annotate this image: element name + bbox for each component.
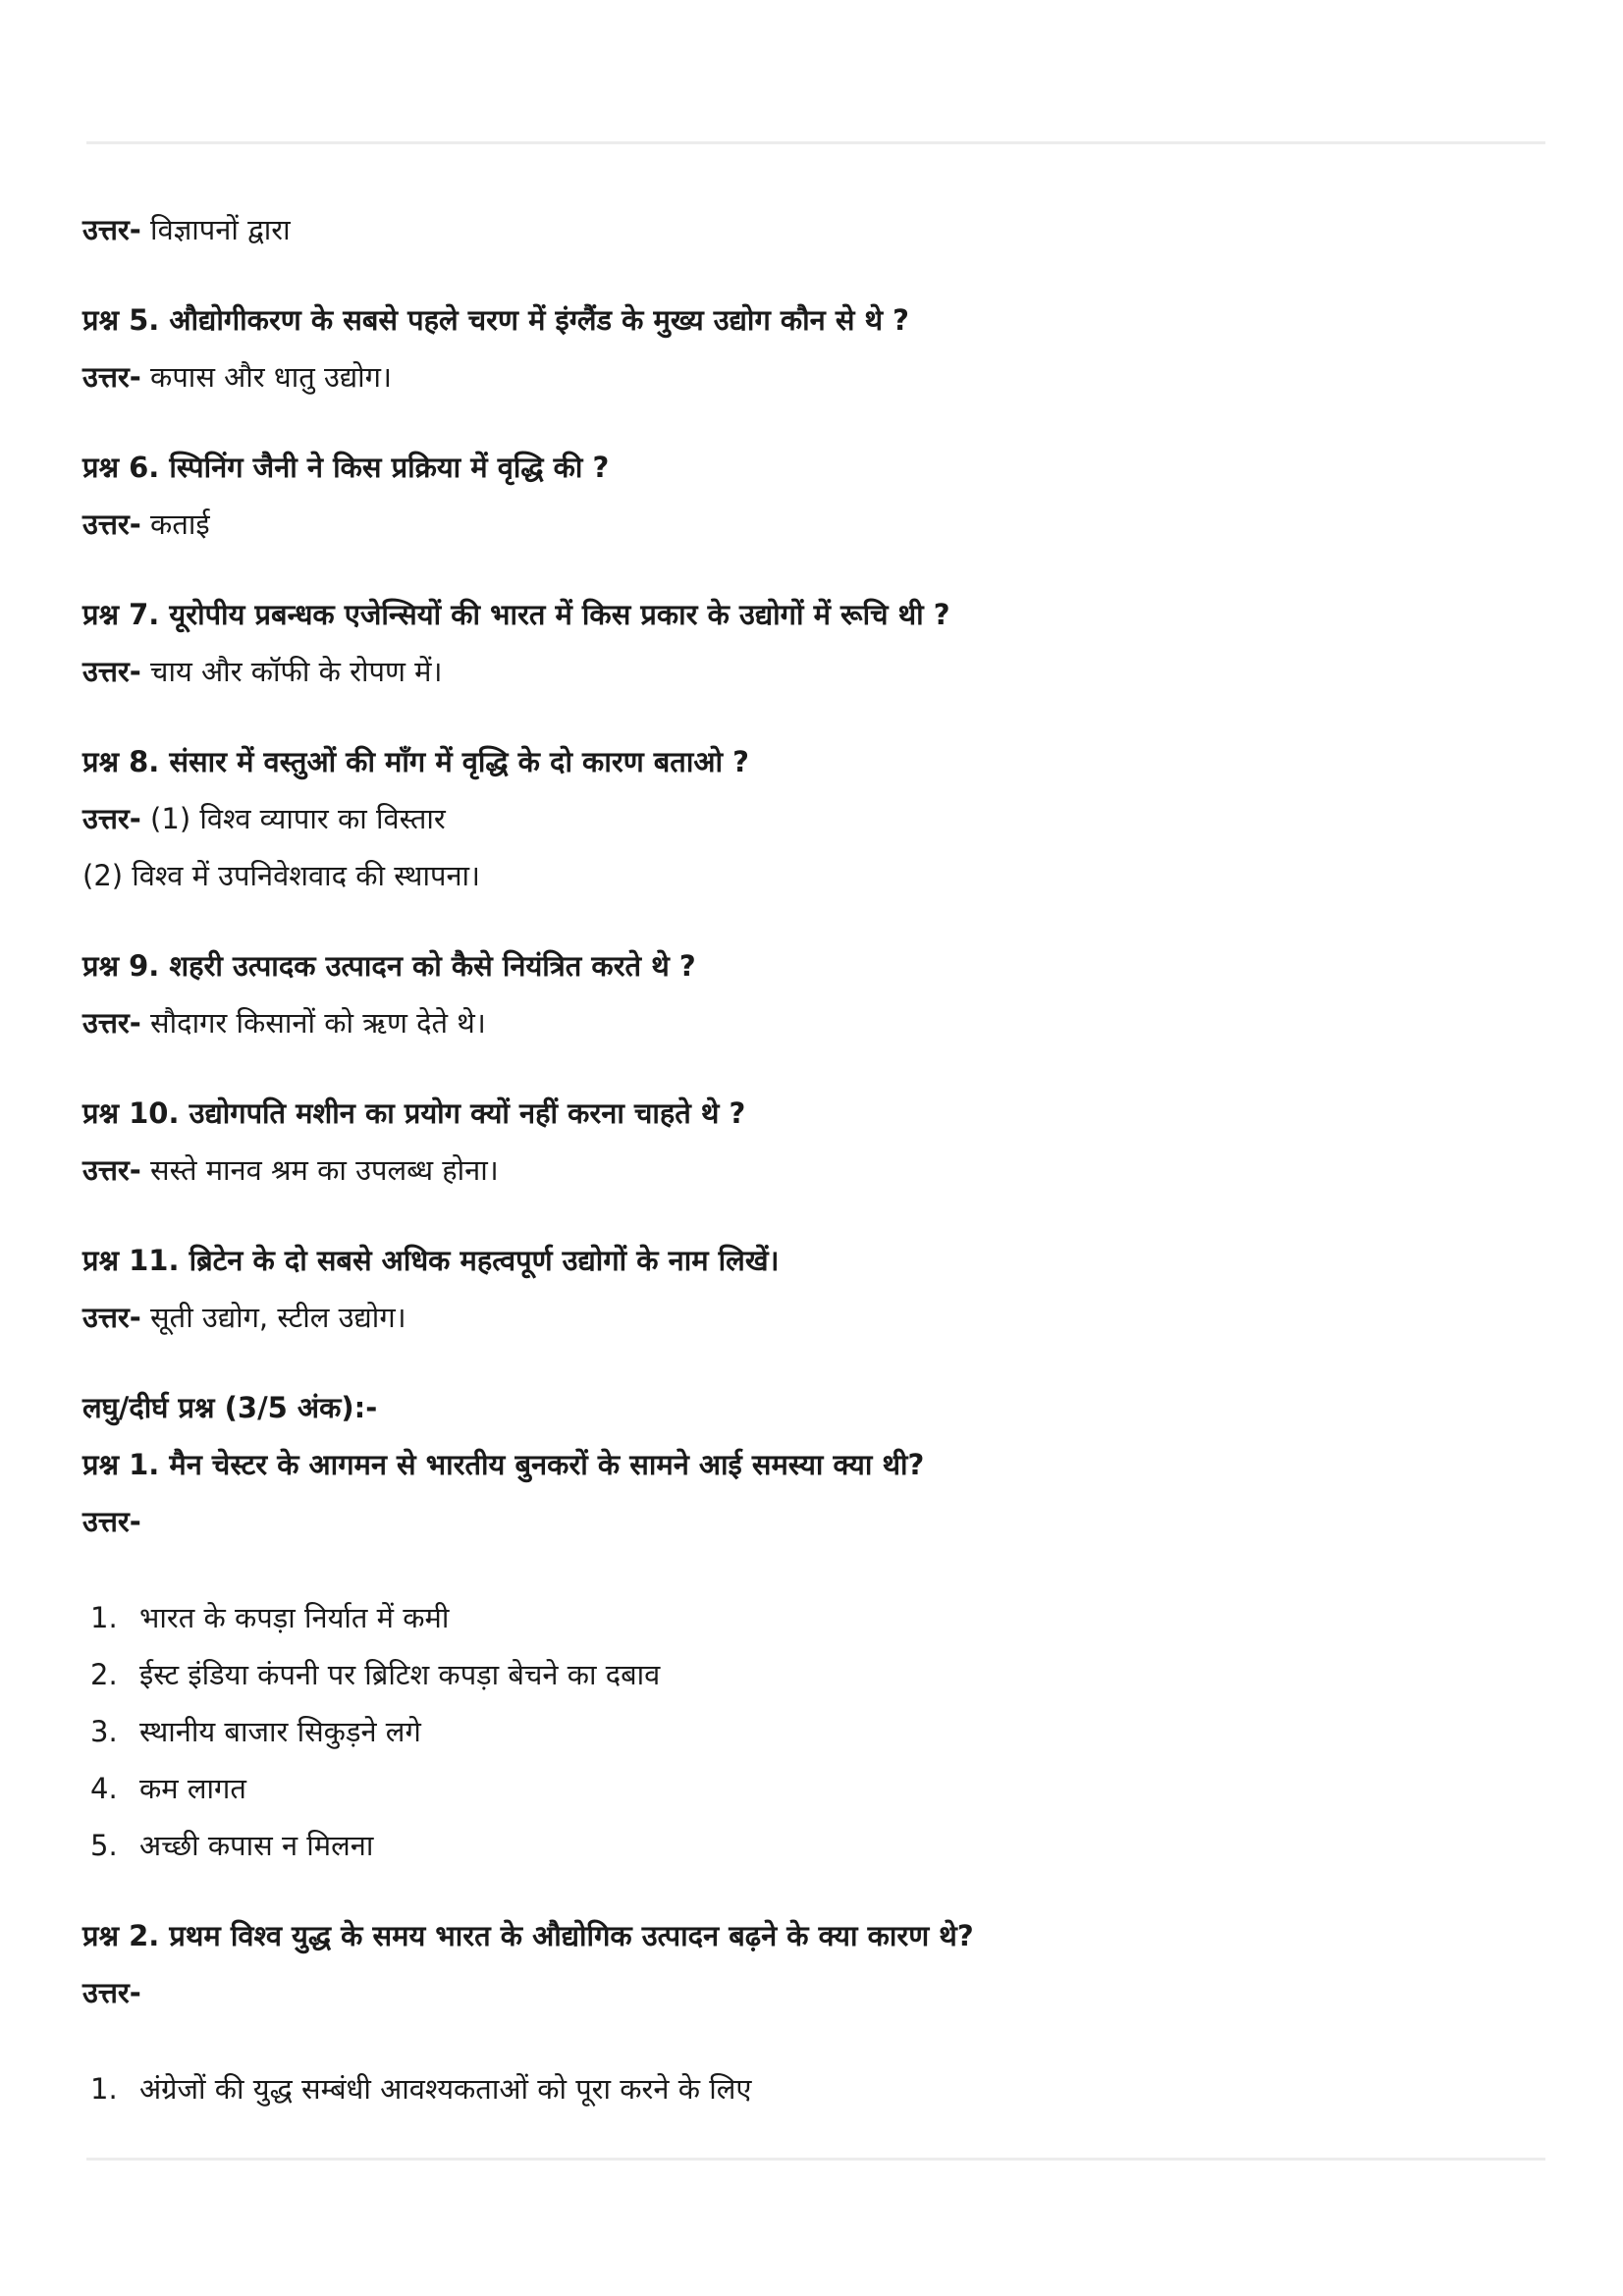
answer-label: उत्तर- [82, 1006, 141, 1040]
list-text: स्थानीय बाजार सिकुड़ने लगे [139, 1715, 421, 1748]
spacer [82, 1051, 1526, 1085]
question-11: प्रश्न 11. ब्रिटेन के दो सबसे अधिक महत्वपूर्ण उद्योगों के नाम लिखें। [82, 1244, 780, 1277]
spacer [82, 1874, 1526, 1907]
answer-7 [82, 643, 1526, 700]
question-6: प्रश्न 6. स्पिनिंग जैनी ने किस प्रक्रिया में वृद्धि की ? [82, 451, 610, 484]
list-number: 4. [90, 1772, 118, 1805]
answer-9 [82, 994, 1526, 1051]
list-item [82, 1760, 1526, 1817]
list-item [82, 1817, 1526, 1874]
long-question-1: प्रश्न 1. मैन चेस्टर के आगमन से भारतीय बुनकरों के सामने आई समस्या क्या थी? [82, 1448, 925, 1481]
top-divider [86, 141, 1545, 144]
long-answer-1-list [82, 1589, 1526, 1874]
list-number: 3. [90, 1715, 118, 1748]
spacer [82, 904, 1526, 937]
answer-line [82, 201, 1526, 258]
answer-text: सौदागर किसानों को ऋण देते थे। [140, 1006, 486, 1040]
answer-text: सस्ते मानव श्रम का उपलब्ध होना। [140, 1153, 499, 1187]
list-number: 2. [90, 1658, 118, 1691]
list-item [82, 1646, 1526, 1703]
answer-text: सूती उद्योग, स्टील उद्योग। [140, 1301, 406, 1334]
question-7: प्रश्न 7. यूरोपीय प्रबन्धक एजेन्सियों की भारत में किस प्रकार के उद्योगों में रूचि थी ? [82, 598, 950, 631]
spacer [82, 700, 1526, 733]
list-text: कम लागत [139, 1772, 246, 1805]
section-heading: लघु/दीर्घ प्रश्न (3/5 अंक):- [82, 1391, 378, 1424]
long-answer-2-label: उत्तर- [82, 1976, 141, 2009]
answer-text: (1) विश्व व्यापार का विस्तार [140, 802, 446, 835]
answer-label: उत्तर- [82, 360, 141, 394]
list-item [82, 2060, 1526, 2117]
answer-text: कपास और धातु उद्योग। [140, 360, 392, 394]
answer-label: उत्तर- [82, 802, 141, 835]
answer-label: उत्तर- [82, 507, 141, 541]
answer-label: उत्तर- [82, 1301, 141, 1334]
list-text: भारत के कपड़ा निर्यात में कमी [139, 1601, 450, 1634]
answer-text: कताई [140, 507, 210, 541]
answer-label: उत्तर- [82, 213, 141, 246]
answer-6 [82, 496, 1526, 553]
answer-5 [82, 348, 1526, 405]
answer-label: उत्तर- [82, 655, 141, 688]
question-5: प्रश्न 5. औद्योगीकरण के सबसे पहले चरण में इंग्लैंड के मुख्य उद्योग कौन से थे ? [82, 303, 909, 337]
list-item [82, 1589, 1526, 1646]
question-9: प्रश्न 9. शहरी उत्पादक उत्पादन को कैसे नियंत्रित करते थे ? [82, 949, 696, 983]
page-content [82, 201, 1526, 2117]
list-number: 1. [90, 2072, 118, 2106]
list-text: अच्छी कपास न मिलना [139, 1829, 374, 1862]
answer-text: विज्ञापनों द्वारा [140, 213, 291, 246]
answer-8-line-2: (2) विश्व में उपनिवेशवाद की स्थापना। [82, 859, 481, 892]
spacer [82, 553, 1526, 586]
answer-8 [82, 790, 1526, 847]
long-answer-2-list [82, 2060, 1526, 2117]
answer-text: चाय और कॉफी के रोपण में। [140, 655, 443, 688]
spacer [82, 405, 1526, 439]
list-item [82, 1703, 1526, 1760]
spacer [82, 2021, 1526, 2060]
question-8: प्रश्न 8. संसार में वस्तुओं की माँग में वृद्धि के दो कारण बताओ ? [82, 745, 749, 778]
list-number: 1. [90, 1601, 118, 1634]
spacer [82, 1199, 1526, 1232]
list-text: अंग्रेजों की युद्ध सम्बंधी आवश्यकताओं को पूरा करने के लिए [139, 2072, 752, 2106]
answer-11 [82, 1289, 1526, 1346]
spacer [82, 1550, 1526, 1589]
long-question-2: प्रश्न 2. प्रथम विश्व युद्ध के समय भारत के औद्योगिक उत्पादन बढ़ने के क्या कारण थे? [82, 1919, 974, 1952]
bottom-divider [86, 2158, 1545, 2161]
list-text: ईस्ट इंडिया कंपनी पर ब्रिटिश कपड़ा बेचने का दबाव [139, 1658, 661, 1691]
answer-label: उत्तर- [82, 1153, 141, 1187]
list-number: 5. [90, 1829, 118, 1862]
long-answer-1-label: उत्तर- [82, 1505, 141, 1538]
spacer [82, 258, 1526, 292]
question-10: प्रश्न 10. उद्योगपति मशीन का प्रयोग क्यों नहीं करना चाहते थे ? [82, 1096, 746, 1130]
answer-10 [82, 1142, 1526, 1199]
spacer [82, 1346, 1526, 1379]
